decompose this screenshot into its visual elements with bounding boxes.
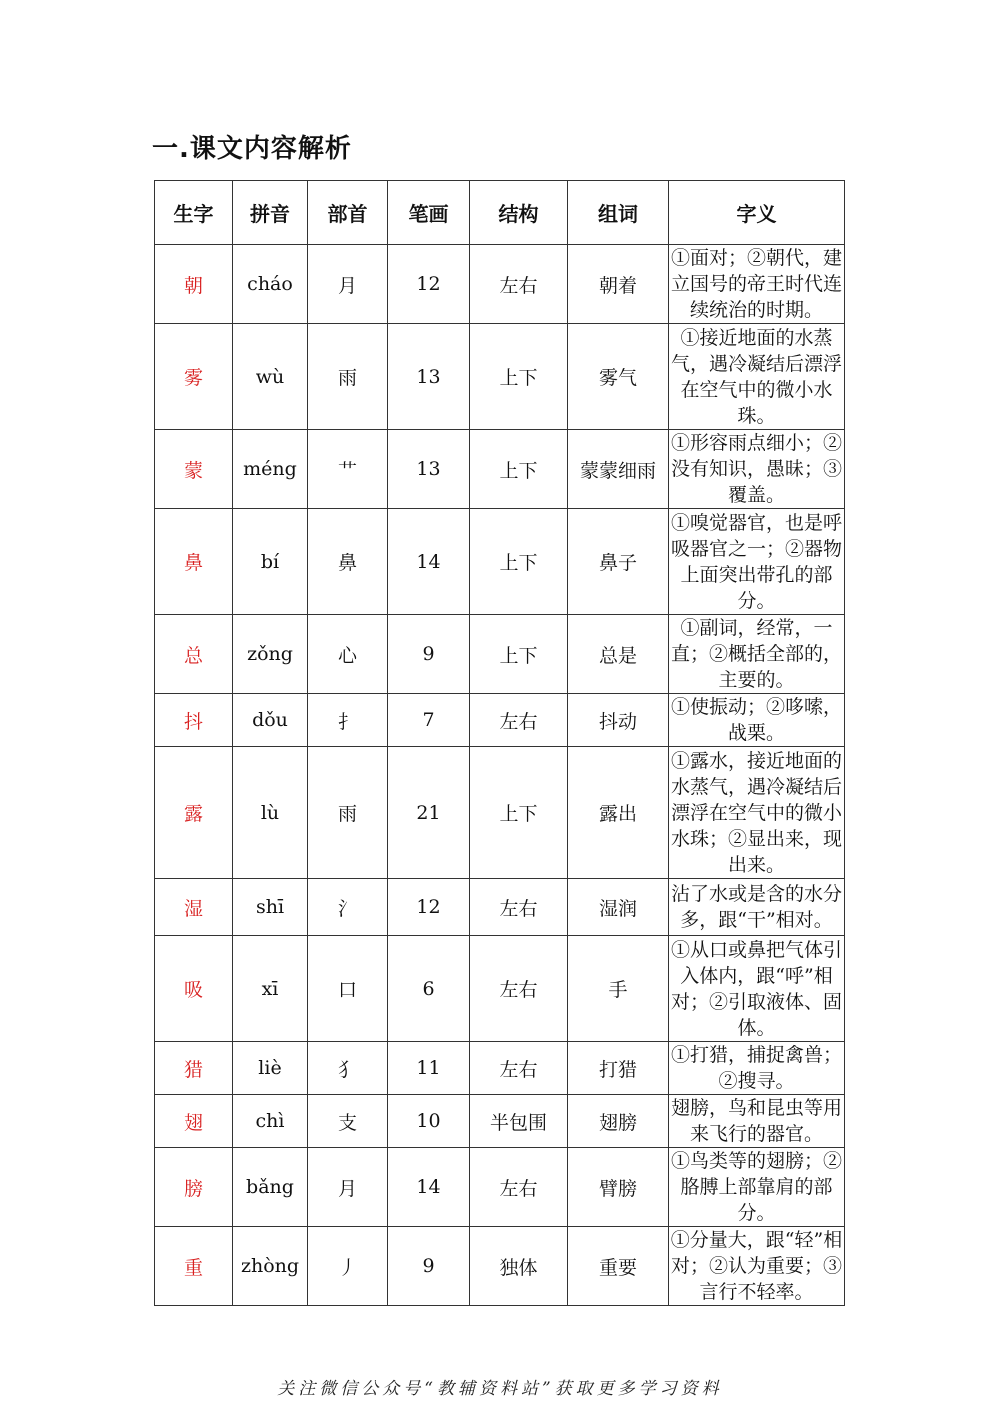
radical-cell: 雨 xyxy=(308,324,388,430)
pinyin-cell: chì xyxy=(233,1095,308,1148)
radical-cell: 犭 xyxy=(308,1042,388,1095)
table-row xyxy=(155,1227,845,1306)
table-row xyxy=(155,1148,845,1227)
table-row xyxy=(155,879,845,936)
pinyin-cell: bǎng xyxy=(233,1148,308,1227)
strokes-cell: 12 xyxy=(388,879,470,936)
pinyin-cell: méng xyxy=(233,430,308,509)
radical-cell: 扌 xyxy=(308,694,388,747)
word-cell: 湿润 xyxy=(568,879,669,936)
radical-cell: 氵 xyxy=(308,879,388,936)
meaning-cell: ①分量大，跟“轻”相对；②认为重要；③言行不轻率。 xyxy=(669,1227,845,1306)
strokes-cell: 13 xyxy=(388,324,470,430)
structure-cell: 上下 xyxy=(470,430,568,509)
table-row xyxy=(155,747,845,879)
word-cell: 翅膀 xyxy=(568,1095,669,1148)
strokes-cell: 12 xyxy=(388,245,470,324)
character-cell: 猎 xyxy=(155,1042,233,1095)
character-cell: 湿 xyxy=(155,879,233,936)
word-cell: 抖动 xyxy=(568,694,669,747)
pinyin-cell: zhòng xyxy=(233,1227,308,1306)
structure-cell: 左右 xyxy=(470,1148,568,1227)
strokes-cell: 14 xyxy=(388,1148,470,1227)
pinyin-cell: wù xyxy=(233,324,308,430)
strokes-cell: 21 xyxy=(388,747,470,879)
strokes-cell: 7 xyxy=(388,694,470,747)
header-structure: 结构 xyxy=(470,181,568,245)
table-row xyxy=(155,324,845,430)
meaning-cell: ①鸟类等的翅膀；②胳膊上部靠肩的部分。 xyxy=(669,1148,845,1227)
table-row xyxy=(155,1042,845,1095)
character-cell: 总 xyxy=(155,615,233,694)
table-row xyxy=(155,509,845,615)
radical-cell: 心 xyxy=(308,615,388,694)
header-radical: 部首 xyxy=(308,181,388,245)
character-cell: 抖 xyxy=(155,694,233,747)
structure-cell: 上下 xyxy=(470,615,568,694)
word-cell: 总是 xyxy=(568,615,669,694)
strokes-cell: 9 xyxy=(388,1227,470,1306)
structure-cell: 左右 xyxy=(470,879,568,936)
meaning-cell: 沾了水或是含的水分多，跟“干”相对。 xyxy=(669,879,845,936)
strokes-cell: 9 xyxy=(388,615,470,694)
table-row xyxy=(155,936,845,1042)
meaning-cell: ①使振动；②哆嗦，战栗。 xyxy=(669,694,845,747)
structure-cell: 上下 xyxy=(470,747,568,879)
table-row xyxy=(155,1095,845,1148)
pinyin-cell: liè xyxy=(233,1042,308,1095)
header-character: 生字 xyxy=(155,181,233,245)
pinyin-cell: zǒng xyxy=(233,615,308,694)
structure-cell: 左右 xyxy=(470,694,568,747)
character-cell: 蒙 xyxy=(155,430,233,509)
meaning-cell: ①从口或鼻把气体引入体内，跟“呼”相对；②引取液体、固体。 xyxy=(669,936,845,1042)
character-cell: 鼻 xyxy=(155,509,233,615)
character-cell: 重 xyxy=(155,1227,233,1306)
header-meaning: 字义 xyxy=(669,181,845,245)
radical-cell: 月 xyxy=(308,245,388,324)
strokes-cell: 13 xyxy=(388,430,470,509)
structure-cell: 半包围 xyxy=(470,1095,568,1148)
meaning-cell: ①形容雨点细小；②没有知识，愚昧；③覆盖。 xyxy=(669,430,845,509)
table-row xyxy=(155,694,845,747)
table-header-row xyxy=(155,181,845,245)
structure-cell: 左右 xyxy=(470,1042,568,1095)
table-row xyxy=(155,615,845,694)
pinyin-cell: shī xyxy=(233,879,308,936)
character-cell: 雾 xyxy=(155,324,233,430)
radical-cell: 鼻 xyxy=(308,509,388,615)
character-cell: 露 xyxy=(155,747,233,879)
meaning-cell: ①嗅觉器官，也是呼吸器官之一；②器物上面突出带孔的部分。 xyxy=(669,509,845,615)
structure-cell: 独体 xyxy=(470,1227,568,1306)
word-cell: 鼻子 xyxy=(568,509,669,615)
word-cell: 重要 xyxy=(568,1227,669,1306)
word-cell: 朝着 xyxy=(568,245,669,324)
radical-cell: 雨 xyxy=(308,747,388,879)
word-cell: 手 xyxy=(568,936,669,1042)
radical-cell: 支 xyxy=(308,1095,388,1148)
word-cell: 露出 xyxy=(568,747,669,879)
character-cell: 翅 xyxy=(155,1095,233,1148)
header-strokes: 笔画 xyxy=(388,181,470,245)
meaning-cell: ①副词，经常，一直；②概括全部的，主要的。 xyxy=(669,615,845,694)
strokes-cell: 14 xyxy=(388,509,470,615)
meaning-cell: ①露水，接近地面的水蒸气，遇冷凝结后漂浮在空气中的微小水珠；②显出来，现出来。 xyxy=(669,747,845,879)
footer-note: 关注微信公众号“教辅资料站”获取更多学习资料 xyxy=(277,1379,723,1399)
strokes-cell: 11 xyxy=(388,1042,470,1095)
structure-cell: 上下 xyxy=(470,324,568,430)
strokes-cell: 10 xyxy=(388,1095,470,1148)
vocabulary-table xyxy=(154,180,845,1306)
header-pinyin: 拼音 xyxy=(233,181,308,245)
header-word: 组词 xyxy=(568,181,669,245)
page-title: 一.课文内容解析 xyxy=(152,134,352,164)
strokes-cell: 6 xyxy=(388,936,470,1042)
word-cell: 雾气 xyxy=(568,324,669,430)
meaning-cell: ①接近地面的水蒸气，遇冷凝结后漂浮在空气中的微小水珠。 xyxy=(669,324,845,430)
radical-cell: 口 xyxy=(308,936,388,1042)
structure-cell: 左右 xyxy=(470,245,568,324)
pinyin-cell: cháo xyxy=(233,245,308,324)
structure-cell: 左右 xyxy=(470,936,568,1042)
word-cell: 打猎 xyxy=(568,1042,669,1095)
pinyin-cell: xī xyxy=(233,936,308,1042)
word-cell: 臂膀 xyxy=(568,1148,669,1227)
meaning-cell: ①面对；②朝代，建立国号的帝王时代连续统治的时期。 xyxy=(669,245,845,324)
radical-cell: 艹 xyxy=(308,430,388,509)
meaning-cell: ①打猎，捕捉禽兽；②搜寻。 xyxy=(669,1042,845,1095)
pinyin-cell: bí xyxy=(233,509,308,615)
radical-cell: 月 xyxy=(308,1148,388,1227)
character-cell: 吸 xyxy=(155,936,233,1042)
radical-cell: 丿 xyxy=(308,1227,388,1306)
pinyin-cell: dǒu xyxy=(233,694,308,747)
word-cell: 蒙蒙细雨 xyxy=(568,430,669,509)
table-row xyxy=(155,245,845,324)
character-cell: 朝 xyxy=(155,245,233,324)
meaning-cell: 翅膀，鸟和昆虫等用来飞行的器官。 xyxy=(669,1095,845,1148)
table-row xyxy=(155,430,845,509)
character-cell: 膀 xyxy=(155,1148,233,1227)
pinyin-cell: lù xyxy=(233,747,308,879)
structure-cell: 上下 xyxy=(470,509,568,615)
